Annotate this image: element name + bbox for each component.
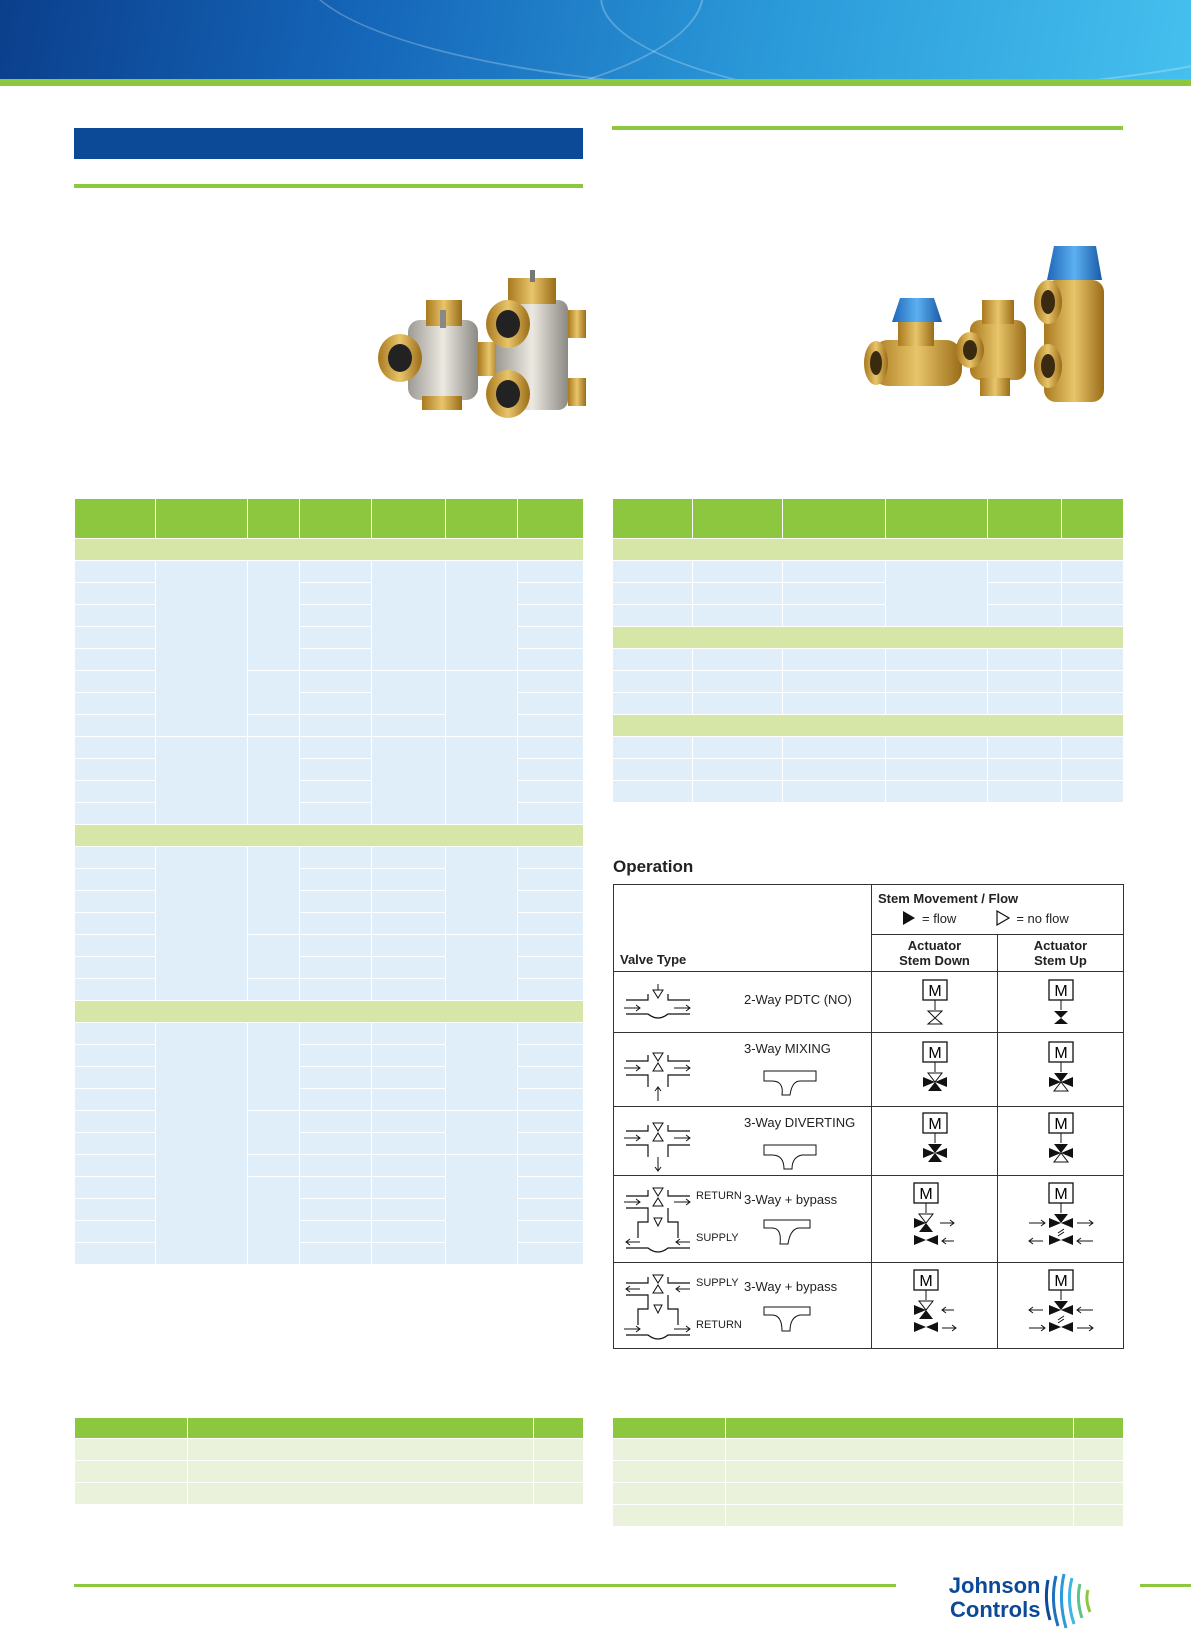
bypass-shape-icon	[762, 1216, 812, 1246]
no-flow-triangle-icon	[996, 910, 1010, 926]
3way-bypass-schematic-icon	[618, 1269, 698, 1345]
left-valve-table	[74, 498, 584, 1265]
operation-table	[613, 884, 1124, 1349]
motor-actuator-down-icon	[913, 1111, 957, 1171]
op-row-label: 3-Way + bypass	[744, 1279, 838, 1294]
motor-glyph: M	[1053, 1044, 1068, 1062]
motor-glyph: M	[918, 1186, 933, 1203]
port-label-bottom: RETURN	[696, 1319, 742, 1331]
port-label-top: RETURN	[696, 1190, 742, 1202]
motor-actuator-up-icon	[1041, 978, 1081, 1026]
motor-actuator-down-icon	[900, 1181, 970, 1257]
3way-diverting-schematic-icon	[618, 1113, 698, 1173]
op-row-label: 3-Way + bypass	[744, 1192, 838, 1207]
motor-actuator-up-icon	[1039, 1040, 1083, 1100]
motor-glyph: M	[1053, 983, 1068, 1000]
port-label-bottom: SUPPLY	[696, 1232, 739, 1244]
motor-actuator-down-icon	[915, 978, 955, 1026]
motor-glyph: M	[1053, 1272, 1068, 1290]
motor-glyph: M	[927, 1116, 942, 1133]
flow-legend	[878, 910, 1117, 926]
op-row-3way-bypass-a	[614, 1176, 1124, 1263]
motor-actuator-up-icon	[1021, 1268, 1101, 1344]
motor-actuator-up-icon	[1021, 1181, 1101, 1257]
motor-glyph: M	[918, 1272, 933, 1290]
motor-actuator-down-icon	[913, 1040, 957, 1100]
section-title-bar	[74, 128, 583, 159]
op-row-3way-mixing	[614, 1033, 1124, 1107]
3way-bypass-schematic-icon	[618, 1182, 698, 1258]
valve-product-photo-left	[378, 270, 588, 430]
actuator-down-line1: Actuator	[907, 938, 962, 953]
op-row-label: 2-Way PDTC (NO)	[744, 992, 852, 1007]
right-valve-table	[612, 498, 1124, 803]
stem-movement-header: Stem Movement / Flow	[878, 891, 1019, 906]
motor-glyph: M	[1053, 1116, 1068, 1133]
motor-actuator-up-icon	[1039, 1111, 1083, 1171]
section-divider	[74, 184, 583, 188]
footer-divider-right	[1140, 1584, 1191, 1587]
motor-actuator-down-icon	[900, 1268, 970, 1344]
diverting-shape-icon	[762, 1141, 818, 1171]
flow-triangle-icon	[902, 910, 916, 926]
3way-mixing-schematic-icon	[618, 1041, 698, 1103]
footer-divider	[74, 1584, 896, 1587]
op-row-3way-bypass-b	[614, 1263, 1124, 1349]
logo-text-line1: Johnson	[948, 1573, 1041, 1598]
section-divider-right	[612, 126, 1123, 130]
actuator-up-line1: Actuator	[1033, 938, 1088, 953]
legend-flow-label: = flow	[922, 910, 957, 926]
header-green-stripe	[0, 79, 1191, 86]
port-label-top: SUPPLY	[696, 1277, 739, 1289]
company-logo	[936, 1574, 1040, 1622]
valve-type-header: Valve Type	[620, 952, 687, 967]
legend-no-flow-label: = no flow	[1016, 910, 1069, 926]
motor-glyph: M	[927, 983, 942, 1000]
op-row-label: 3-Way MIXING	[744, 1041, 831, 1056]
right-accessory-table	[612, 1417, 1124, 1527]
op-row-2way	[614, 972, 1124, 1033]
op-row-3way-diverting	[614, 1107, 1124, 1176]
logo-mark-icon	[1040, 1570, 1100, 1632]
actuator-down-line2: Stem Down	[899, 953, 970, 968]
valve-product-photo-right	[862, 240, 1122, 405]
left-accessory-table	[74, 1417, 584, 1505]
logo-text-line2: Controls	[950, 1597, 1041, 1622]
bypass-shape-icon	[762, 1303, 812, 1333]
header-banner	[0, 0, 1191, 86]
op-row-label: 3-Way DIVERTING	[744, 1115, 856, 1130]
operation-title: Operation	[613, 857, 694, 876]
motor-glyph: M	[927, 1044, 942, 1062]
motor-glyph: M	[1053, 1186, 1068, 1203]
2way-valve-schematic-icon	[618, 980, 698, 1026]
mixing-shape-icon	[762, 1067, 818, 1097]
actuator-up-line2: Stem Up	[1034, 953, 1087, 968]
